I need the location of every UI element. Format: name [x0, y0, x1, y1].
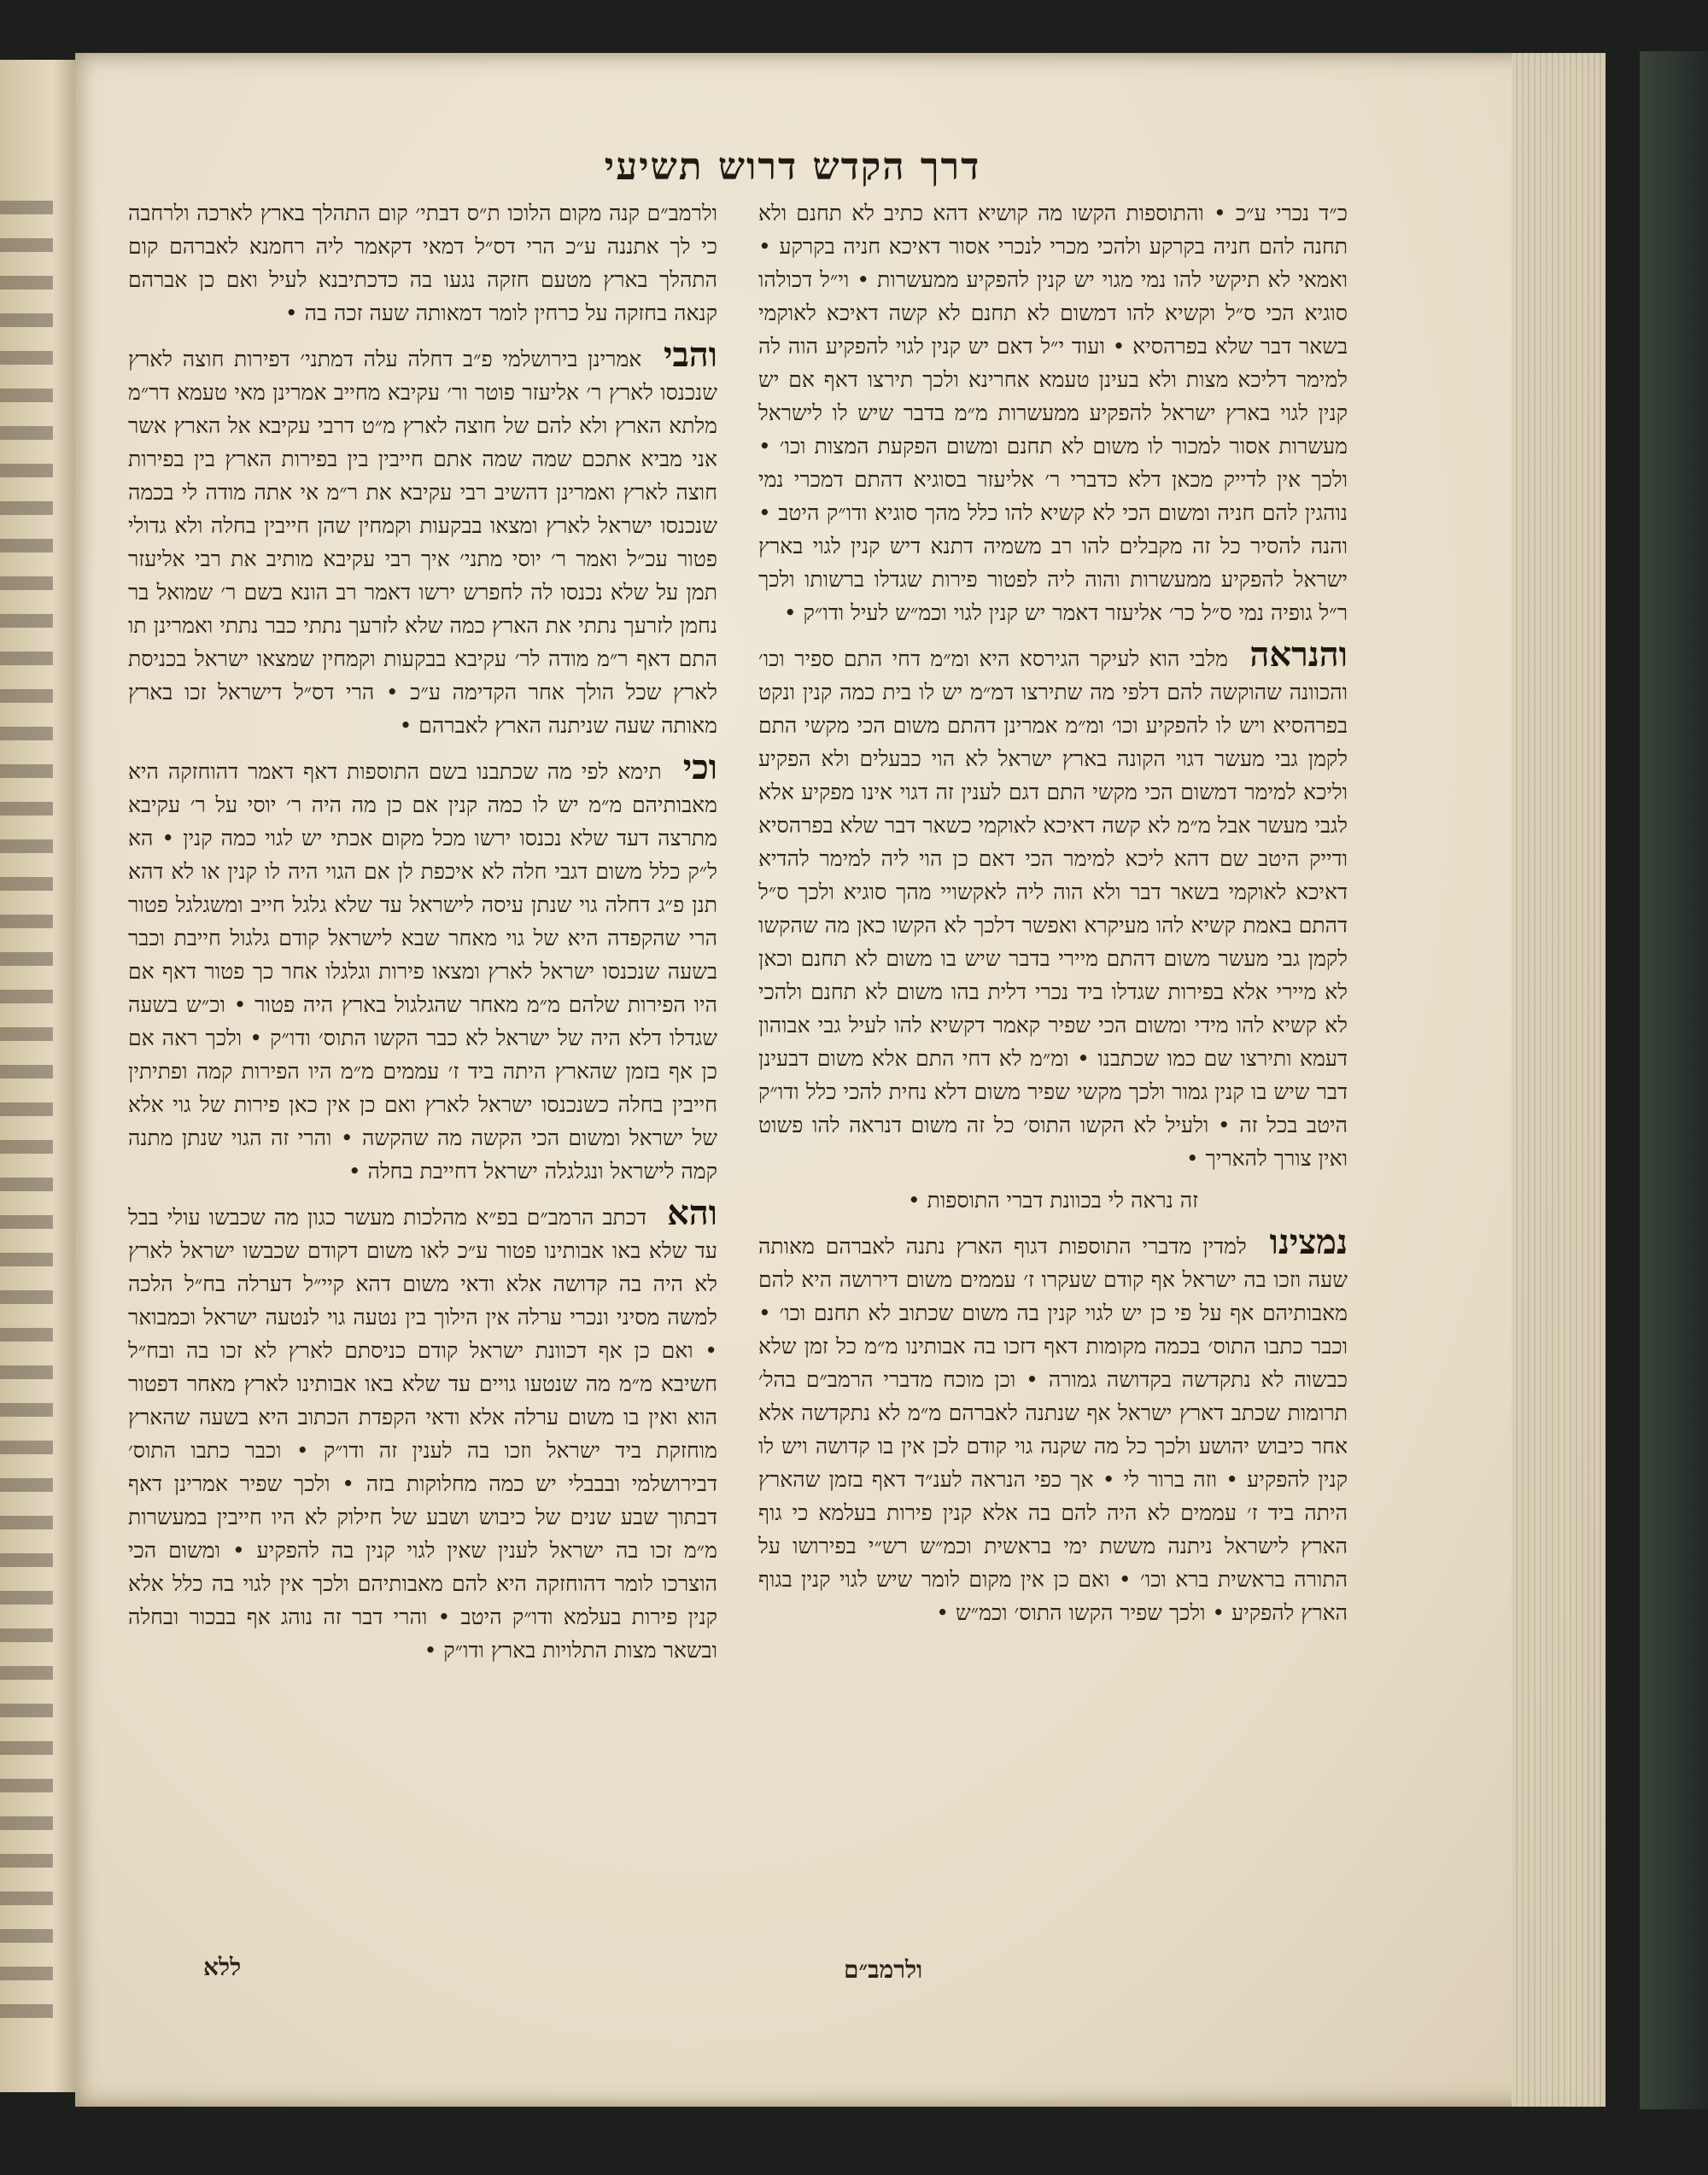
paragraph-text: מלבי הוא לעיקר הגירסא היא ומ״מ דחי התם ספיר וכו׳ והכוונה שהוקשה להם דלפי מה שתירצו דמ״מ יש לו בית כמה קנין ונקט בפרהסיא ויש לו להפקיע וכו׳ ומ״מ אמרינן דהתם משום הכי מקשי התם לקמן גבי מעשר דגוי הקונה בארץ ישראל לא הוי כבעלים ולא הפקיע וליכא למימר דמשום הכי מקשי התם דגם לענין זה דגוי אינו מפקיע אלא לגבי מעשר אבל מ״מ לא קשה דאיכא לאוקמי כשאר דבר שלא בפרהסיא ודייק היטב שם דהא ליכא למימר הכי דאם כן הוי ליה למימר להדיא דאיכא לאוקמי בשאר דבר ולא הוה ליה לאקשויי מהך סוגיא ולכך ס״ל דהתם באמת קשיא להו מעיקרא ואפשר דלכך לא הקשו כאן מה שהקשו לקמן גבי מעשר משום דהתם מיירי בדבר שיש בו משום לא תחנם וכאן לא מיירי אלא בפירות שגדלו ביד נכרי דלית בהו משום לא תחנם ולהכי לא קשיא להו מידי ומשום הכי שפיר קאמר דקשיא להו לעיל גבי אבוהון דעמא ותירצו שם כמו שכתבנו • ומ״מ לא דחי התם אלא משום דבעינן דבר שיש בו קנין גמור ולכך מקשי שפיר משום דלא נחית להכי כלל ודו״ק היטב בכל זה • ולעיל לא הקשו התוס׳ כל זה משום דנראה להו פשוט ואין צורך להאריך • — [758, 646, 1348, 1171]
section-lead-word: והא — [667, 1193, 717, 1233]
section-lead-word: והנראה — [1249, 634, 1348, 675]
catchword-left: ללא — [203, 1953, 242, 1981]
running-header: דרך הקדש דרוש תשיעי — [604, 145, 981, 189]
paragraph-text: דכתב הרמב״ם בפ״א מהלכות מעשר כגון מה שכבשו עולי בבל עד שלא באו אבותינו פטור ע״כ לאו משום דקודם שכבשו ישראל לארץ לא היה בה קדושה אלא ודאי משום דהא קיי״ל דערלה בח״ל הלכה למשה מסיני ונכרי ערלה אין הילוך בין נטעה גוי לנטעה ישראל וכמבואר • ואם כן אף דכוונת ישראל קודם כניסתם לארץ לא זכו בה ובח״ל חשיבא מ״מ מה שנטעו גויים עד שלא באו אבותינו לארץ מאחר דפטור הוא ואין בו משום ערלה אלא ודאי הקפדת הכתוב היא בשעה שהארץ מוחזקת ביד ישראל וזכו בה לענין זה ודו״ק • וכבר כתבו התוס׳ דבירושלמי ובבבלי יש כמה מחלוקות בזה • ולכך שפיר אמרינן דאף דבתוך שבע שנים של כיבוש ושבע של חילוק לא היו חייבין במעשרות מ״מ זכו בה ישראל לענין שאין לגוי קנין בה להפקיע • ומשום הכי הוצרכו לומר דהוחזקה היא להם מאבותיהם ולכך אין לגוי בה כלל אלא קנין פירות בעלמא ודו״ק היטב • והרי דבר זה נוהג אף בבכור ובחלה ובשאר מצות התלויות בארץ ודו״ק • — [128, 1205, 717, 1663]
paragraph-text: למדין מדברי התוספות דגוף הארץ נתנה לאברהם מאותה שעה וזכו בה ישראל אף קודם שעקרו ז׳ עממים משום דירושה היא להם מאבותיהם אף על פי כן יש לגוי קנין בה משום שכתוב לא תחנם וכו׳ • וכבר כתבו התוס׳ בכמה מקומות דאף דזכו בה אבותינו מ״מ כל זמן שלא כבשוה לא נתקדשה בקדושה גמורה • וכן מוכח מדברי הרמב״ם בהל׳ תרומות שכתב דארץ ישראל אף שנתנה לאברהם מ״מ לא נתקדשה אלא אחר כיבוש יהושע ולכך כל מה שקנה גוי קודם לכן אין בו קדושה ויש לו קנין להפקיע • וזה ברור לי • אך כפי הנראה לענ״ד דאף בזמן שהארץ היתה ביד ז׳ עממים לא היה להם בה אלא קנין פירות בעלמא כי גוף הארץ לישראל ניתנה מששת ימי בראשית וכמ״ש רש״י בפירושו על התורה בראשית ברא וכו׳ • ואם כן אין מקום לומר שיש לגוי קנין בגוף הארץ להפקיע • ולכך שפיר הקשו התוס׳ וכמ״ש • — [758, 1234, 1348, 1625]
book-binding — [1640, 51, 1708, 2109]
book-page — [75, 53, 1606, 2107]
paragraph-text: ולרמב״ם קנה מקום הלוכו ת״ס דבתי׳ קום התהלך בארץ לארכה ולרחבה כי לך אתננה ע״כ הרי דס״ל דמאי דקאמר ליה רחמנא לאברהם קום התהלך בארץ מטעם חזקה נגעו בה כדכתיבנא לעיל ואם כן אברהם קנאה בחזקה על כרחין לומר דמאותה שעה זכה בה • — [128, 201, 717, 325]
paragraph-section — [128, 335, 717, 742]
catchword-right: ולרמב״ם — [844, 1956, 923, 1984]
paragraph-section — [128, 1193, 717, 1667]
paragraph-text: כ״ד נכרי ע״כ • והתוספות הקשו מה קושיא דהא כתיב לא תחנם ולא תחנה להם חניה בקרקע ולהכי מכרי לנכרי אסור דאיכא חניה בקרקע • ואמאי לא תיקשי להו נמי מגוי יש קנין להפקיע ממעשרות • וי״ל דכולהו סוגיא הכי ס״ל וקשיא להו דמשום לא תחנם לא קשה דאיכא לאוקמי בשאר דבר שלא בפרהסיא • ועוד י״ל דאם יש קנין לגוי להפקיע הוה לה למימר דליכא מצות ולא בעינן טעמא אחרינא ולכך תירצו דאף אם יש קנין לגוי בארץ ישראל להפקיע ממעשרות מ״מ בדבר שיש לו לישראל מעשרות אסור למכור לו משום לא תחנם ומשום הפקעת המצות וכו׳ • ולכך אין לדייק מכאן דלא כדברי ר׳ אליעזר בסוגיא דהתם דמכרי נמי נוהגין להם חניה ומשום הכי לא קשיא להו כלל מהך סוגיא ודו״ק היטב • והנה להסיר כל זה מקבלים להו רב משמיה דתנא דיש קנין לגוי בארץ ישראל להפקיע ממעשרות והוה ליה לפטור פירות שגדלו ברשותו ולכך ר״ל גופיה נמי ס״ל כר׳ אליעזר דאמר יש קנין לגוי וכמ״ש לעיל ודו״ק • — [758, 201, 1348, 625]
previous-page-edge — [0, 60, 78, 2092]
section-closing-line: זה נראה לי בכוונת דברי התוספות • — [907, 1188, 1199, 1213]
paragraph-section — [128, 747, 717, 1188]
paragraph-intro — [128, 196, 717, 330]
section-lead-word: נמצינו — [1269, 1222, 1348, 1262]
text-column-left — [128, 196, 717, 1675]
paragraph-text: תימא לפי מה שכתבנו בשם התוספות דאף דאמר דהוחזקה היא מאבותיהם מ״מ יש לו כמה קנין אם כן מה היה ר׳ יוסי על ר׳ עקיבא מתרצה דעד שלא נכנסו ירשו מכל מקום אכתי יש לגוי כמה קנין • הא ל״ק כלל משום דגבי חלה לא איכפת לן אם הגוי היה לו קנין או לא דהא תנן פ״ג דחלה גוי שנתן עיסה לישראל עד שלא גלגל חייב ומשגלגל פטור הרי שהקפדה היא של גוי מאחר שבא לישראל קודם גלגול חייבת וכבר בשעה שנכנסו ישראל לארץ ומצאו פירות וגלגלו אחר כך פטור דאף אם היו הפירות שלהם מ״מ מאחר שהגלגול בארץ היה פטור • וכ״ש בשעה שגדלו דלא היה של ישראל לא כבר הקשו התוס׳ ודו״ק • ולכך ראה אם כן אף בזמן שהארץ היתה ביד ז׳ עממים מ״מ היו הפירות קמה ופתיתין חייבין בחלה כשנכנסו ישראל לארץ ואם כן אין כאן פירות של גוי אלא של ישראל ומשום הכי הקשה מה שהקשה • והרי זה הגוי שנתן מתנה קמה לישראל ונגלגלה ישראל דחייבת בחלה • — [128, 759, 717, 1184]
previous-page-text-shadow — [0, 201, 53, 2037]
section-lead-word: והבי — [663, 335, 717, 375]
section-lead-word: וכי — [682, 747, 717, 787]
paragraph-section — [758, 634, 1348, 1175]
paragraph-text: אמרינן בירושלמי פ״ב דחלה עלה דמתני׳ דפירות חוצה לארץ שנכנסו לארץ ר׳ אליעזר פוטר ור׳ עקיבא מחייב אמרינן מאי טעמא דר״מ מלתא הארץ ולא להם של חוצה לארץ מ״ט דרבי עקיבא אל הארץ אשר אני מביא אתכם שמה שמה אתם חייבין בין בפירות הארץ בין בפירות חוצה לארץ ואמרינן דהשיב רבי עקיבא את ר״מ אי אתה מודה לי בכמה שנכנסו ישראל לארץ ומצאו בבקעות וקמחין שהן חייבין בחלה ולא גדולי פטור עכ״ל ואמר ר׳ יוסי מתני׳ איך רבי עקיבא מותיב את רבי אליעזר תמן על שלא נכנסו לה לחפרש ירשו דאמר רב הונא בשם ר׳ שמואל בר נחמן לזרעך נתתי את הארץ כמה שלא לזרעך נתתי כבר נתתי ואמרינן תו התם דאף ר״מ מודה לר׳ עקיבא בבקעות וקמחין שמצאו ישראל בכניסת לארץ שכל הולך אחר הקדימה ע״כ • הרי דס״ל דישראל זכו בארץ מאותה שעה שניתנה הארץ לאברהם • — [128, 347, 717, 738]
page-stack-edge — [1512, 53, 1606, 2107]
text-column-right — [758, 196, 1348, 1638]
paragraph-section — [758, 1222, 1348, 1629]
paragraph-intro — [758, 196, 1348, 629]
